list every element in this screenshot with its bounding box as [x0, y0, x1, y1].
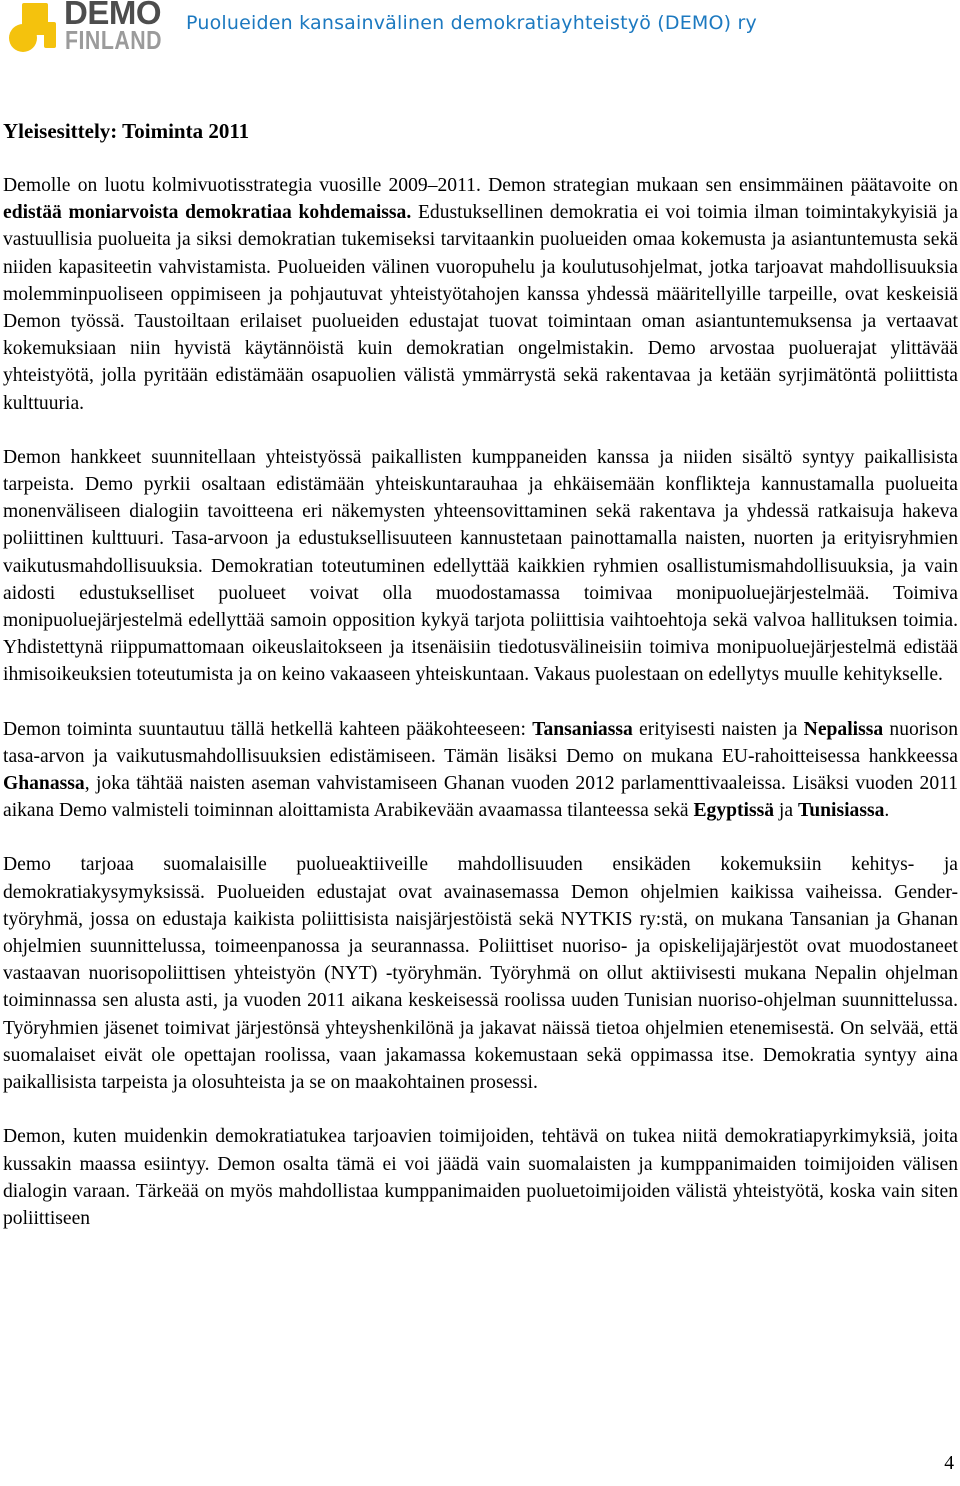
- bold-country-ghana: Ghanassa: [3, 773, 85, 795]
- page-header: [0, 0, 960, 58]
- bold-country-egypt: Egyptissä: [693, 800, 775, 822]
- text-run: Demon toiminta suuntautuu tällä hetkellä kahteen pääkohteeseen:: [3, 718, 533, 740]
- text-run: , joka tähtää naisten aseman vahvistamiseen Ghanan vuoden 2012 parlamenttivaaleissa. Lisäksi vuoden 2011 aikana Demo valmisteli toiminnan aloittamista Arabikevään avaamassa tilanteessa sekä: [3, 773, 958, 822]
- text-run: .: [884, 800, 890, 822]
- page-number: 4: [944, 1453, 954, 1474]
- page-title: Yleisesittely: Toiminta 2011: [3, 119, 250, 143]
- bold-country-tunisia: Tunisiassa: [797, 800, 885, 822]
- text-run: Demolle on luotu kolmivuotisstrategia vuosille 2009–2011. Demon strategian mukaan sen ensimmäinen päätavoite on: [3, 175, 958, 196]
- document-body: [3, 117, 958, 1259]
- organization-name: Puolueiden kansainvälinen demokratiayhteistyö (DEMO) ry: [186, 12, 757, 34]
- text-run: erityisesti naisten ja: [632, 718, 804, 740]
- paragraph-democracy-support: Demon, kuten muidenkin demokratiatukea tarjoavien toimijoiden, tehtävä on tukea niitä demokratiapyrkimyksiä, joita kussakin maassa esiintyy. Demon osalta tämä ei voi jäädä vain suomalaisten ja kumppanimaiden toimijoiden välisen dialogin varaan. Tärkeää on myös mahdollistaa kumppanimaiden puoluetoimijoiden välistä yhteistyötä, koska vain siten poliittiseen: [3, 1126, 958, 1229]
- text-run: nuorison tasa-arvon ja vaikutusmahdollisuuksien edistämiseen. Tämän lisäksi Demo on mukana EU-rahoitteisessa hankkeessa: [3, 718, 959, 767]
- text-run: Edustuksellinen demokratia ei voi toimia ilman toimintakykyisiä ja vastuullisia puolueita ja siksi demokratian tukemiseksi tarvitaankin puolueiden omaa kokemusta ja asiantuntemusta sekä niiden kapasiteetin vahvistamista. Puolueiden välinen vuoropuhelu ja koulutusohjelmat, jotka tarjoavat mahdollisuuksia molemminpuoliseen oppimiseen ja pohjautuvat yhteistyötahojen kanssa yhdessä määritellyille tarpeille, ovat keskeisiä Demon työssä. Taustoiltaan erilaiset puolueiden edustajat tuovat toimintaan oman asiantuntemuksensa ja vertaavat kokemuksiaan niin hyvistä käytännöistä kuin demokratian ongelmistakin. Demo arvostaa puoluerajat ylittävää yhteistyötä, jolla pyritään edistämään osapuolien välistä ymmärrystä sekä rakentavaa ja ketään syrjimätöntä poliittista kulttuuria.: [3, 202, 958, 414]
- logo-text-demo: DEMO: [64, 0, 161, 31]
- bold-country-tanzania: Tansaniassa: [532, 718, 633, 740]
- paragraph-target-countries: [3, 716, 958, 825]
- paragraph-finnish-activists: Demo tarjoaa suomalaisille puolueaktiiveille mahdollisuuden ensikäden kokemuksiin kehitys- ja demokratiakysymyksissä. Puolueiden edustajat ovat avainasemassa Demon ohjelmien kaikissa vaiheissa. Gender-työryhmä, jossa on edustaja kaikista poliittisista naisjärjestöistä sekä NYTKIS ry:stä, on mukana Tansanian ja Ghanan ohjelmien suunnittelussa, toimeenpanossa ja seurannassa. Poliittiset nuoriso- ja opiskelijajärjestöt ovat muodostaneet vastaavan nuorisopoliittisen yhteistyön (NYT) -työryhmän. Työryhmä on ollut aktiivisesti mukana Nepalin ohjelman toiminnassa sen alusta asti, ja vuoden 2011 aikana keskeisessä roolissa uuden Tunisian nuoriso-ohjelman suunnittelussa. Työryhmien jäsenet toimivat järjestönsä yhteyshenkilönä ja jakavat näissä tietoa ohjelmien etenemisestä. On selvää, että suomalaiset eivät ole opettajan roolissa, vaan jakamassa kokemustaan sekä oppimassa itse. Demokratia syntyy aina paikallisista tarpeista ja olosuhteista ja se on maakohtainen prosessi.: [3, 854, 958, 1094]
- text-run: ja: [774, 800, 798, 822]
- paragraph-projects: Demon hankkeet suunnitellaan yhteistyössä paikallisten kumppaneiden kanssa ja niiden sisältö syntyy paikallisista tarpeista. Demo pyrkii osaltaan edistämään yhteiskuntarauhaa ja ehkäisemään konflikteja kannustamalla puolueita monenväliseen dialogiin tavoitteena eri näkemysten yhteensovittaminen sekä rakentava ja yhdessä ratkaisuja hakeva poliittinen kulttuuri. Tasa-arvoon ja edustuksellisuuteen kannustetaan painottamalla naisten, nuorten ja erityisryhmien vaikutusmahdollisuuksia. Demokratian toteutuminen edellyttää kaikkien ryhmien osallistumismahdollisuuksia, ja vain aidosti edustukselliset puolueet voivat olla muodostamassa toimivaa monipuoluejärjestelmää. Toimiva monipuoluejärjestelmä edellyttää samoin opposition kykyä tarjota poliittisia vaihtoehtoja sekä valvoa hallituksen toimia. Yhdistettynä riippumattomaan oikeuslaitokseen ja itsenäisiin tiedotusvälineisiin toimiva monipuoluejärjestelmä edistää ihmisoikeuksien toteutumista ja on keino vakaaseen yhteiskuntaan. Vakaus puolestaan on edellytys muulle kehitykselle.: [3, 446, 958, 686]
- logo-text-finland: FINLAND: [65, 25, 163, 55]
- bold-goal: edistää moniarvoista demokratiaa kohdemaissa.: [3, 202, 412, 224]
- demo-finland-logo: [8, 0, 163, 56]
- bold-country-nepal: Nepalissa: [803, 718, 884, 740]
- logo-mark-icon: [8, 0, 64, 56]
- paragraph-strategy: [3, 172, 958, 417]
